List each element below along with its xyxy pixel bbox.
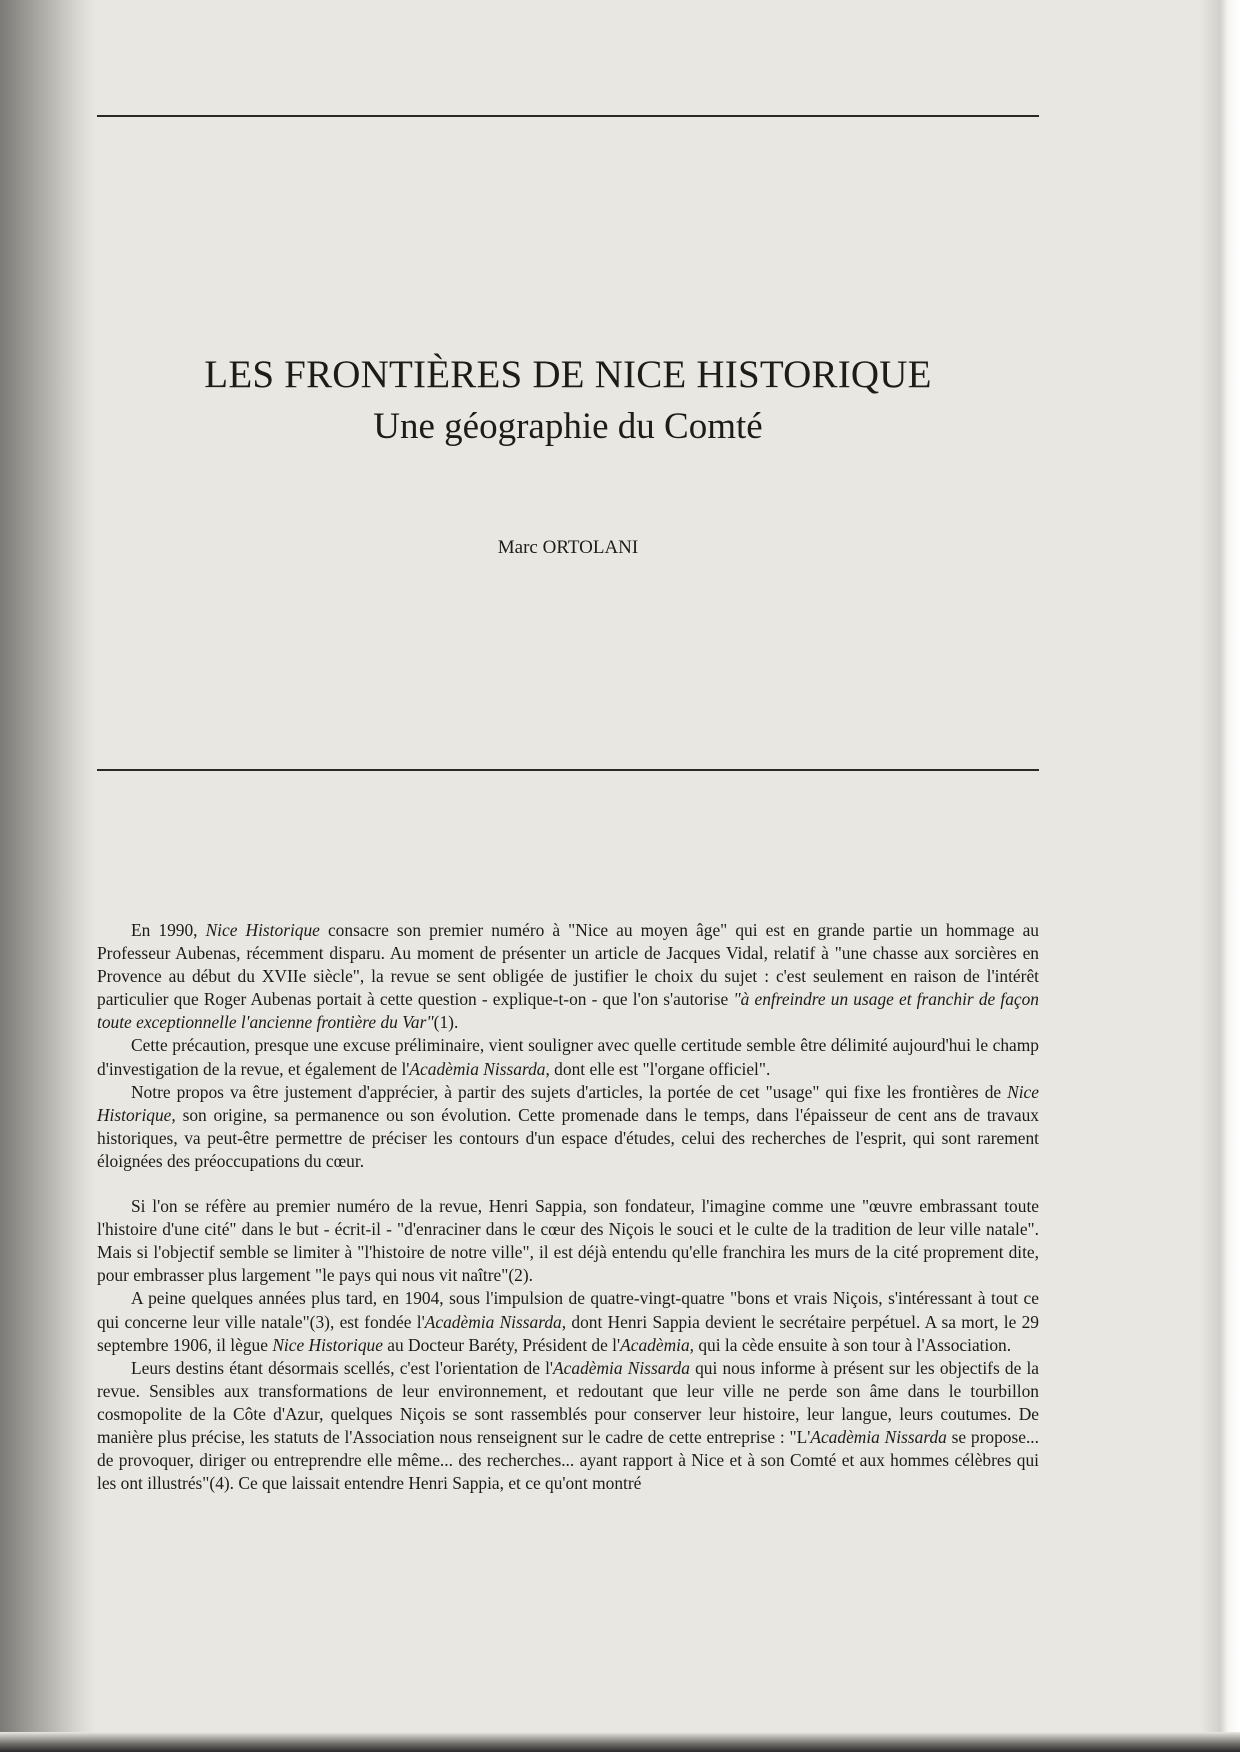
paragraph <box>97 1287 1039 1356</box>
text-run: , dont elle est "l'organe officiel". <box>545 1058 771 1079</box>
paragraph <box>97 1195 1039 1287</box>
text-run: consacre son premier numéro à "Nice au moyen âge" qui est en grande partie un hommage au Professeur Aubenas, récemment disparu. Au moment de présenter un article de Jacques Vidal, relatif à "une chasse aux sorcières en Provence au début du XVIIe siècle", la revue se sent obligée de justifier le choix du sujet : c'est seulement en raison de l'intérêt particulier que Roger Aubenas portait à cette question - explique-t-on - que l'on s'autorise <box>97 920 1039 1010</box>
text-run: Notre propos va être justement d'apprécier, à partir des sujets d'articles, la portée de cet "usage" qui fixe les frontières de <box>131 1081 1008 1102</box>
italic-run: Acadèmia, <box>620 1334 695 1355</box>
italic-run: "à enfreindre un usage et franchir de façon toute exceptionnelle l'ancienne frontière du Var" <box>97 989 1039 1033</box>
page-edge <box>1200 0 1240 1752</box>
text-run: qui nous informe à présent sur les objectifs de la revue. Sensibles aux transformations de leur environnement, et redoutant que leur ville ne perde son âme dans le tourbillon cosmopolite de la Côte d'Azur, quelques Niçois se sont rassemblés pour conserver leur histoire, leur langue, leurs coutumes. De manière plus précise, les statuts de l'Association nous renseignent sur le cadre de cette entreprise : "L' <box>97 1357 1039 1447</box>
text-run: Cette précaution, presque une excuse préliminaire, vient souligner avec quelle certitude semble être délimité aujourd'hui le champ d'investigation de la revue, et également de l' <box>97 1035 1039 1079</box>
text-run: son origine, sa permanence ou son évolution. Cette promenade dans le temps, dans l'épaisseur de cent ans de travaux historiques, va peut-être permettre de préciser les contours d'un espace d'études, celui des recherches de l'esprit, qui sont rarement éloignées des préoccupations du cœur. <box>97 1104 1039 1171</box>
italic-run: Acadèmia Nissarda <box>810 1426 947 1447</box>
text-run: se propose... de provoquer, diriger ou entreprendre elle même... des recherches... ayant rapport à Nice et à son Comté et aux hommes célèbres qui les ont illustrés"(4). Ce que laissait entendre Henri Sappia, et ce qu'ont montré <box>97 1426 1040 1494</box>
text-run: (1). <box>433 1012 459 1033</box>
text-run: Leurs destins étant désormais scellés, c'est l'orientation de l' <box>131 1357 554 1378</box>
bottom-rule <box>97 769 1039 771</box>
text-run: A peine quelques années plus tard, en 1904, sous l'impulsion de quatre-vingt-quatre "bons et vrais Niçois, s'intéressant à tout ce qui concerne leur ville natale"(3), est fondée l' <box>97 1288 1039 1332</box>
italic-run: Acadèmia Nissarda, <box>424 1311 567 1332</box>
italic-run: Acadèmia Nissarda <box>553 1357 690 1378</box>
italic-run: Nice Historique <box>272 1334 383 1355</box>
italic-run: Acadèmia Nissarda <box>409 1058 546 1079</box>
paragraph <box>97 1357 1039 1496</box>
article-author: Marc ORTOLANI <box>497 537 639 558</box>
paragraph <box>97 919 1039 1034</box>
text-run: dont Henri Sappia devient le secrétaire perpétuel. A sa mort, le 29 septembre 1906, il lègue <box>97 1311 1039 1355</box>
italic-run: Nice Historique, <box>97 1081 1039 1125</box>
article-subtitle: Une géographie du Comté <box>373 406 763 447</box>
paragraph <box>97 1034 1039 1080</box>
top-rule <box>97 115 1039 117</box>
paragraph <box>97 1081 1039 1173</box>
scan-bottom-edge <box>0 1732 1240 1752</box>
article-title: LES FRONTIÈRES DE NICE HISTORIQUE <box>204 353 932 396</box>
article-body <box>97 919 1039 1495</box>
italic-run: Nice Historique <box>205 920 320 940</box>
text-run: qui la cède ensuite à son tour à l'Association. <box>694 1334 1012 1355</box>
binding-shadow <box>0 0 95 1752</box>
text-run: Si l'on se réfère au premier numéro de la revue, Henri Sappia, son fondateur, l'imagine comme une "œuvre embrassant toute l'histoire d'une cité" dans le but - écrit-il - "d'enraciner dans le cœur des Niçois le souci et le culte de la tradition de leur ville natale". Mais si l'objectif semble se limiter à "l'histoire de notre ville", il est déjà entendu qu'elle franchira les murs de la cité proprement dite, pour embrasser plus largement "le pays qui nous vit naître"(2). <box>97 1196 1039 1286</box>
text-run: au Docteur Baréty, Président de l' <box>382 1334 621 1355</box>
text-run: En 1990, <box>131 920 206 940</box>
